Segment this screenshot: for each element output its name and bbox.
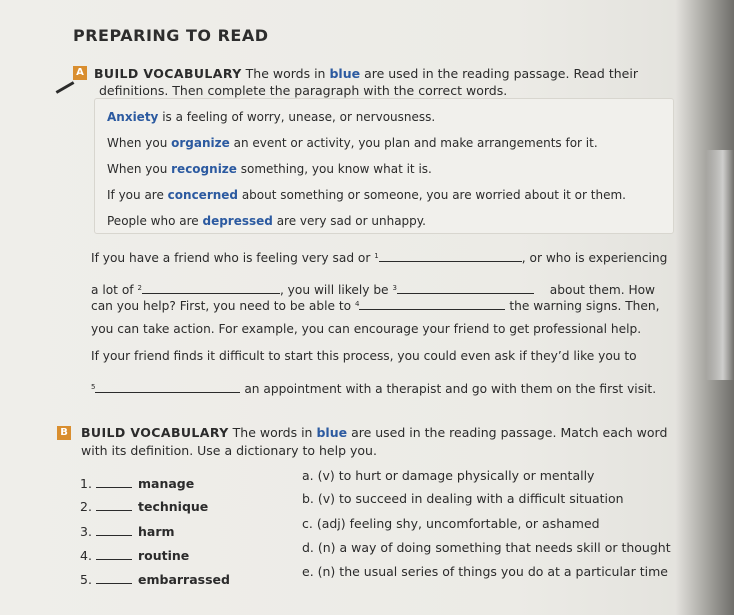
paragraph-line2: a lot of $^2$ , you will likely be $^3$ about them. How bbox=[91, 283, 656, 297]
section-a-instr-part2: are used in the reading passage. Read their bbox=[364, 66, 638, 81]
section-b-heading: BUILD VOCABULARY bbox=[81, 425, 229, 440]
section-b-instruction-line2: with its definition. Use a dictionary to help you. bbox=[81, 443, 377, 458]
match-def-d: d. (n) a way of doing something that needs skill or thought bbox=[302, 540, 671, 555]
match-word-2: technique bbox=[138, 499, 209, 514]
answer-blank-1[interactable] bbox=[379, 250, 522, 262]
match-item-3: 3. bbox=[80, 524, 132, 539]
answer-blank-3[interactable] bbox=[397, 282, 534, 294]
definition-organize: When you organize an event or activity, you plan and make arrangements for it. bbox=[107, 136, 598, 150]
paragraph-line6: $^5$ an appointment with a therapist and go with them on the first visit. bbox=[91, 382, 657, 396]
definition-anxiety: Anxiety is a feeling of worry, unease, or nervousness. bbox=[107, 110, 436, 124]
match-item-2: 2. bbox=[80, 499, 132, 514]
answer-blank-2[interactable] bbox=[142, 282, 280, 294]
section-a-instr-part1: The words in bbox=[245, 66, 326, 81]
match-item-4: 4. bbox=[80, 548, 132, 563]
match-word-4: routine bbox=[138, 548, 190, 563]
match-blank-1[interactable] bbox=[96, 476, 132, 488]
section-a-heading: BUILD VOCABULARY bbox=[94, 66, 242, 81]
paragraph-line3: can you help? First, you need to be able to $^4$ the warning signs. Then, bbox=[91, 299, 660, 313]
paragraph-line4: you can take action. For example, you can encourage your friend to get professional help. bbox=[91, 322, 642, 336]
section-a-instruction-line2: definitions. Then complete the paragraph with the correct words. bbox=[99, 83, 508, 98]
match-def-a: a. (v) to hurt or damage physically or mentally bbox=[302, 468, 595, 483]
definition-concerned: If you are concerned about something or someone, you are worried about it or them. bbox=[107, 188, 626, 202]
match-blank-5[interactable] bbox=[96, 572, 132, 584]
section-b-instruction-line1: BUILD VOCABULARY The words in blue are used in the reading passage. Match each word bbox=[81, 425, 668, 440]
match-def-b: b. (v) to succeed in dealing with a difficult situation bbox=[302, 491, 624, 506]
match-def-c: c. (adj) feeling shy, uncomfortable, or ashamed bbox=[302, 516, 600, 531]
photo-glare bbox=[706, 150, 734, 380]
answer-blank-4[interactable] bbox=[359, 298, 505, 310]
pointer-mark bbox=[56, 81, 75, 94]
match-word-1: manage bbox=[138, 476, 195, 491]
paragraph-line5: If your friend finds it difficult to start this process, you could even ask if they’d like you to bbox=[91, 349, 637, 363]
definition-recognize: When you recognize something, you know what it is. bbox=[107, 162, 432, 176]
definition-depressed: People who are depressed are very sad or unhappy. bbox=[107, 214, 426, 228]
match-word-3: harm bbox=[138, 524, 175, 539]
paragraph-line1: If you have a friend who is feeling very sad or $^1$ , or who is experiencing bbox=[91, 251, 668, 265]
match-blank-3[interactable] bbox=[96, 524, 132, 536]
section-b-badge: B bbox=[57, 426, 71, 440]
match-blank-2[interactable] bbox=[96, 499, 132, 511]
match-def-e: e. (n) the usual series of things you do at a particular time bbox=[302, 564, 668, 579]
section-a-instr-blue: blue bbox=[329, 66, 361, 81]
answer-blank-5[interactable] bbox=[95, 381, 240, 393]
match-word-5: embarrassed bbox=[138, 572, 230, 587]
section-a-badge: A bbox=[73, 66, 87, 80]
section-a-instruction-line1 bbox=[94, 65, 638, 82]
match-item-5: 5. bbox=[80, 572, 132, 587]
match-blank-4[interactable] bbox=[96, 548, 132, 560]
page-title: PREPARING TO READ bbox=[73, 26, 269, 45]
match-item-1: 1. bbox=[80, 476, 132, 491]
